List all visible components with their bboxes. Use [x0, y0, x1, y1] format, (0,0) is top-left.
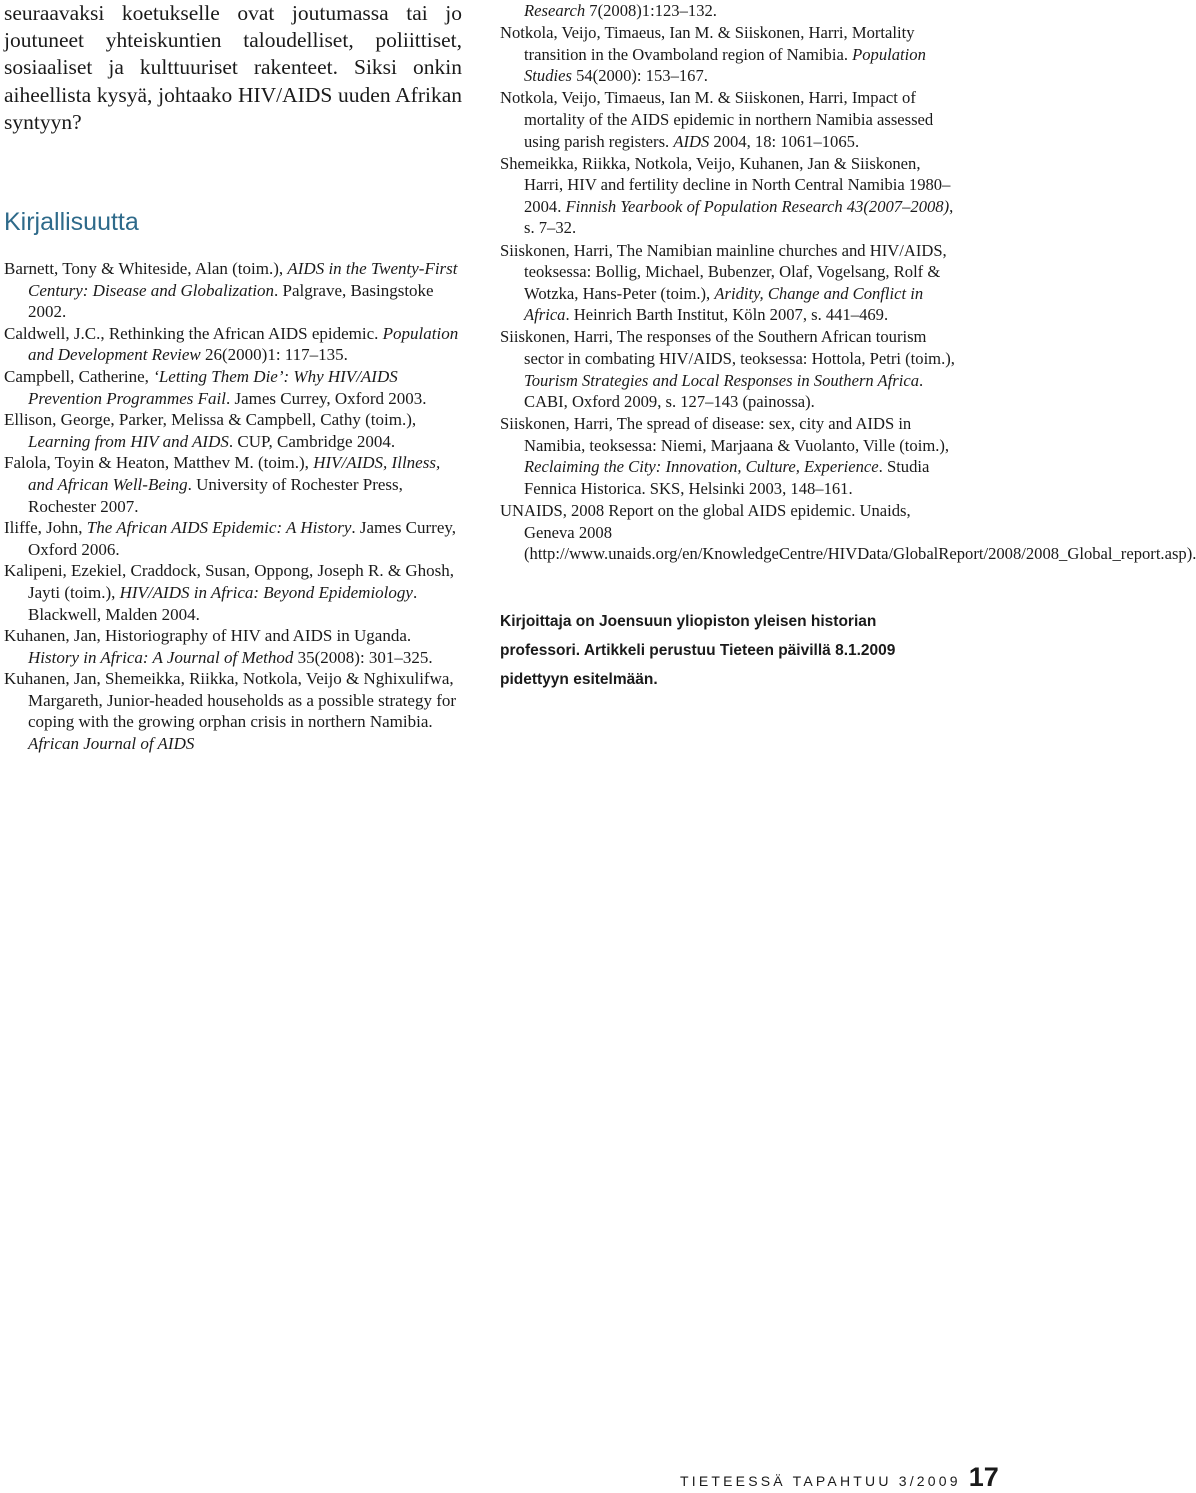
reference-item: Siiskonen, Harri, The responses of the Southern African tourism sector in combating HIV/AIDS, teoksessa: Hottola, Petri (toim.), Tourism Strategies and Local Responses in Southern Africa. CABI, Oxford 2009, s. 127–143 (painossa).: [500, 327, 955, 412]
reference-item: Barnett, Tony & Whiteside, Alan (toim.), AIDS in the Twenty-First Century: Disease and Globalization. Palgrave, Basingstoke 2002.: [4, 259, 458, 322]
left-column: [4, 0, 462, 755]
reference-item: Notkola, Veijo, Timaeus, Ian M. & Siiskonen, Harri, Mortality transition in the Ovamboland region of Namibia. Population Studies 54(2000): 153–167.: [500, 23, 926, 86]
page-footer: [680, 1462, 999, 1493]
reference-item: Siiskonen, Harri, The Namibian mainline churches and HIV/AIDS, teoksessa: Bollig, Michael, Bubenzer, Olaf, Vogelsang, Rolf & Wotzka, Hans-Peter (toim.), Aridity, Change and Conflict in Africa. Heinrich Barth Institut, Köln 2007, s. 441–469.: [500, 240, 947, 325]
right-column: [500, 0, 1196, 694]
references-heading: Kirjallisuutta: [4, 208, 139, 237]
intro-paragraph: seuraavaksi koetukselle ovat joutumassa tai jo joutuneet yhteiskuntien taloudelliset, poliittiset, sosiaaliset ja kulttuuriset rakenteet. Siksi onkin aiheellista kysyä, johtaako HIV/AIDS uuden Afrikan syntyyn?: [4, 1, 462, 134]
reference-item: Kuhanen, Jan, Shemeikka, Riikka, Notkola, Veijo & Nghixulifwa, Margareth, Junior-headed households as a possible strategy for coping with the growing orphan crisis in northern Namibia. African Journal of AIDS: [4, 669, 457, 754]
author-byline: Kirjoittaja on Joensuun yliopiston yleisen historian professori. Artikkeli perustuu Tieteen päivillä 8.1.2009 pidettyyn esitelmään.: [500, 612, 896, 688]
page-number: 17: [968, 1462, 999, 1492]
reference-item: Kalipeni, Ezekiel, Craddock, Susan, Oppong, Joseph R. & Ghosh, Jayti (toim.), HIV/AIDS in Africa: Beyond Epidemiology. Blackwell, Malden 2004.: [4, 561, 454, 624]
reference-list-left: [4, 258, 462, 755]
reference-item: Notkola, Veijo, Timaeus, Ian M. & Siiskonen, Harri, Impact of mortality of the AIDS epidemic in northern Namibia assessed using parish registers. AIDS 2004, 18: 1061–1065.: [500, 88, 934, 151]
reference-item: Kuhanen, Jan, Historiography of HIV and AIDS in Uganda. History in Africa: A Journal of Method 35(2008): 301–325.: [4, 626, 433, 667]
reference-item: Siiskonen, Harri, The spread of disease: sex, city and AIDS in Namibia, teoksessa: Niemi, Marjaana & Vuolanto, Ville (toim.), Reclaiming the City: Innovation, Culture, Experience. Studia Fennica Historica. SKS, Helsinki 2003, 148–161.: [500, 414, 950, 499]
reference-item-continued: Research 7(2008)1:123–132.: [524, 1, 717, 20]
reference-item: Caldwell, J.C., Rethinking the African AIDS epidemic. Population and Development Review 26(2000)1: 117–135.: [4, 323, 459, 365]
running-title: TIETEESSÄ TAPAHTUU 3/2009: [680, 1473, 961, 1489]
reference-item: Shemeikka, Riikka, Notkola, Veijo, Kuhanen, Jan & Siiskonen, Harri, HIV and fertility decline in North Central Namibia 1980–2004. Finnish Yearbook of Population Research 43(2007–2008), s. 7–32.: [500, 153, 954, 238]
reference-list-right: [500, 0, 1196, 565]
reference-item: Ellison, George, Parker, Melissa & Campbell, Cathy (toim.), Learning from HIV and AIDS. CUP, Cambridge 2004.: [4, 410, 417, 451]
reference-item: Falola, Toyin & Heaton, Matthev M. (toim.), HIV/AIDS, Illness, and African Well-Being. University of Rochester Press, Rochester 2007.: [4, 453, 441, 516]
reference-item: Campbell, Catherine, ‘Letting Them Die’: Why HIV/AIDS Prevention Programmes Fail. James Currey, Oxford 2003.: [4, 366, 427, 408]
reference-item: UNAIDS, 2008 Report on the global AIDS epidemic. Unaids, Geneva 2008 (http://www.unaids.org/en/KnowledgeCentre/HIVData/GlobalReport/2008/2008_Global_report.asp).: [500, 501, 1196, 564]
reference-item: Iliffe, John, The African AIDS Epidemic: A History. James Currey, Oxford 2006.: [4, 518, 457, 559]
